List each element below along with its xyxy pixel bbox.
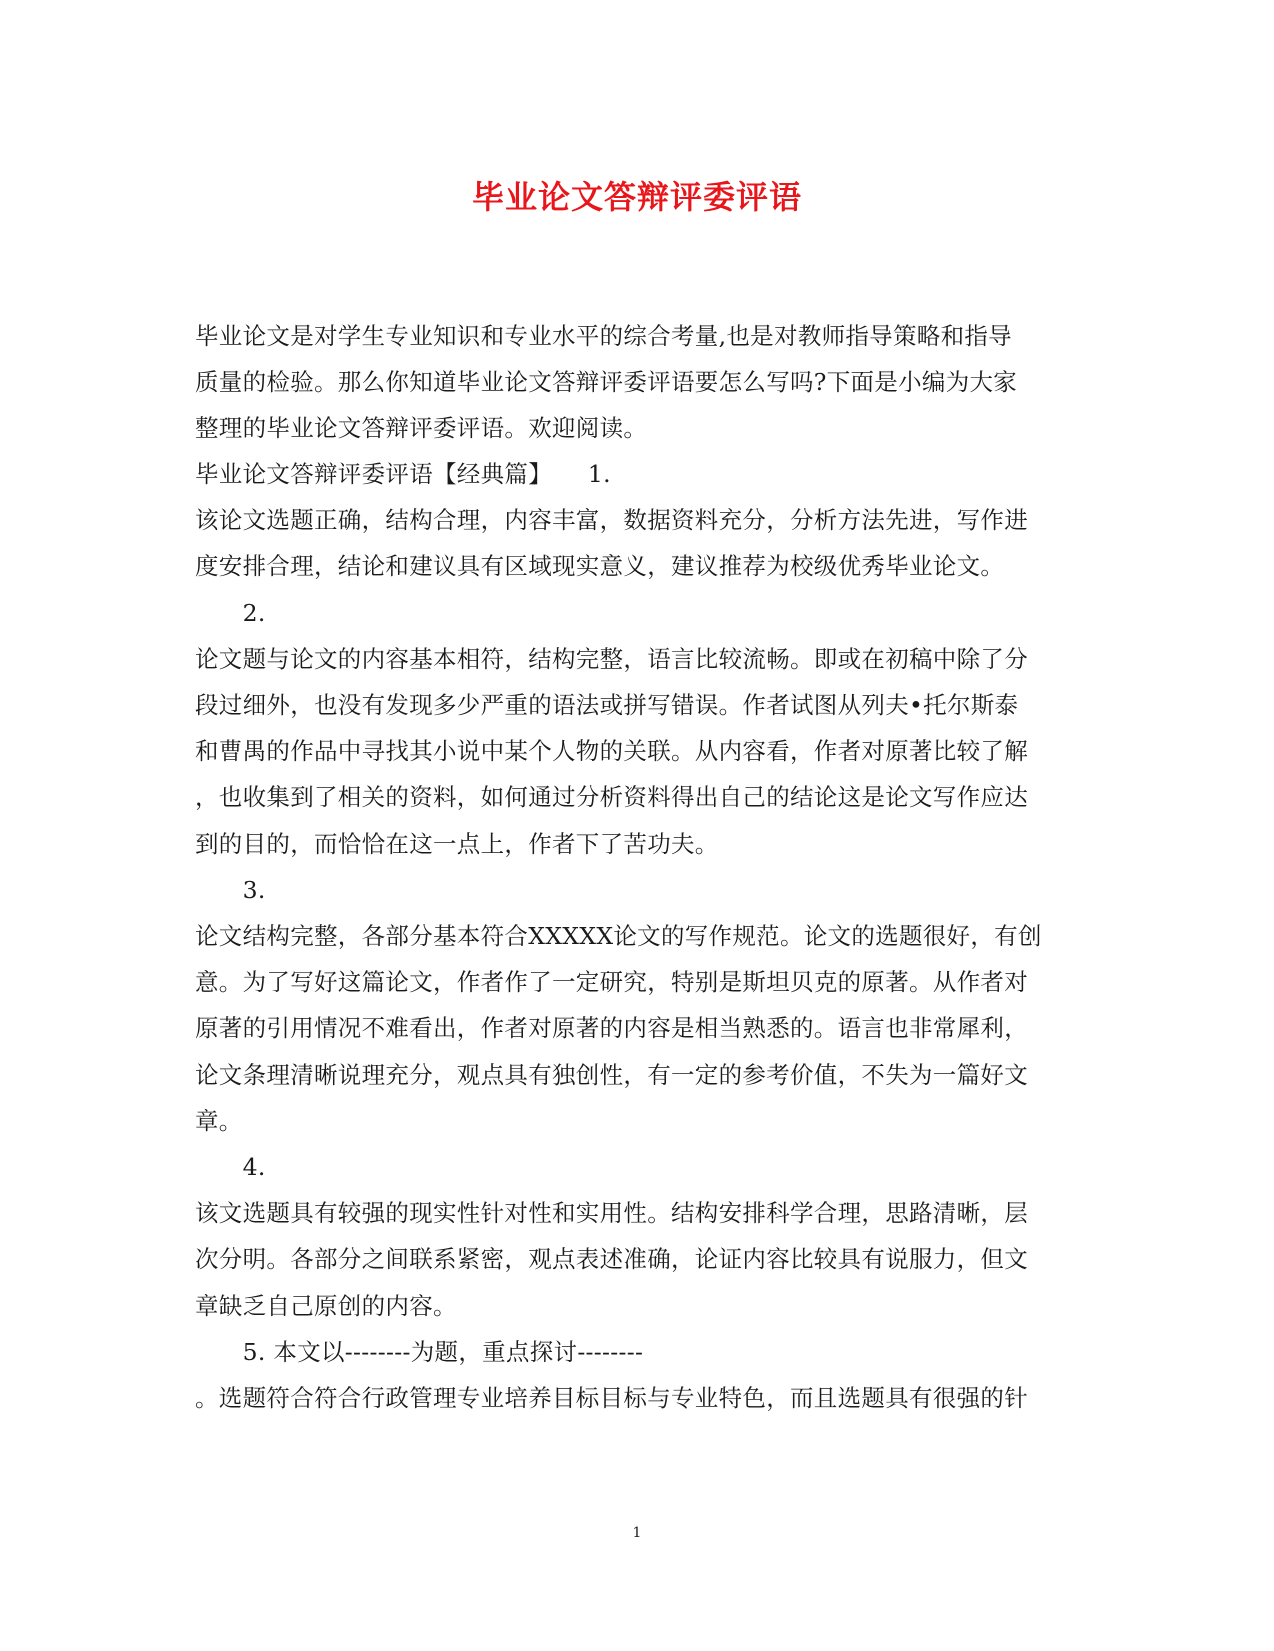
item-number: 4. bbox=[195, 1153, 266, 1181]
item-number: 3. bbox=[195, 876, 266, 904]
body-line: 次分明。各部分之间联系紧密，观点表述准确，论证内容比较具有说服力，但文 bbox=[195, 1245, 1028, 1273]
body-line: 意。为了写好这篇论文，作者作了一定研究，特别是斯坦贝克的原著。从作者对 bbox=[195, 968, 1028, 996]
body-line: 论文题与论文的内容基本相符，结构完整，语言比较流畅。即或在初稿中除了分 bbox=[195, 645, 1028, 673]
item-number: 5. 本文以--------为题，重点探讨-------- bbox=[195, 1338, 644, 1366]
body-line: 。选题符合符合行政管理专业培养目标目标与专业特色，而且选题具有很强的针 bbox=[195, 1384, 1028, 1412]
body-line: 整理的毕业论文答辩评委评语。欢迎阅读。 bbox=[195, 414, 648, 442]
body-line: 章缺乏自己原创的内容。 bbox=[195, 1292, 457, 1320]
body-line: 和曹禺的作品中寻找其小说中某个人物的关联。从内容看，作者对原著比较了解 bbox=[195, 737, 1028, 765]
body-line: 论文结构完整，各部分基本符合XXXXX论文的写作规范。论文的选题很好，有创 bbox=[195, 922, 1042, 950]
body-line: 度安排合理，结论和建议具有区域现实意义，建议推荐为校级优秀毕业论文。 bbox=[195, 552, 1005, 580]
body-line: 毕业论文是对学生专业知识和专业水平的综合考量,也是对教师指导策略和指导 bbox=[195, 322, 1012, 350]
page-number: 1 bbox=[632, 1525, 642, 1541]
item-number: 2. bbox=[195, 599, 266, 627]
body-line: ，也收集到了相关的资料，如何通过分析资料得出自己的结论这是论文写作应达 bbox=[195, 783, 1028, 811]
body-line: 论文条理清晰说理充分，观点具有独创性，有一定的参考价值，不失为一篇好文 bbox=[195, 1061, 1028, 1089]
body-line: 章。 bbox=[195, 1107, 243, 1135]
body-line: 质量的检验。那么你知道毕业论文答辩评委评语要怎么写吗?下面是小编为大家 bbox=[195, 368, 1018, 396]
body-line: 该论文选题正确，结构合理，内容丰富，数据资料充分，分析方法先进，写作进 bbox=[195, 506, 1028, 534]
document-title: 毕业论文答辩评委评语 bbox=[471, 178, 802, 216]
section-heading: 毕业论文答辩评委评语【经典篇】 1. bbox=[195, 460, 611, 488]
body-line: 到的目的，而恰恰在这一点上，作者下了苦功夫。 bbox=[195, 830, 719, 858]
body-line: 段过细外，也没有发现多少严重的语法或拼写错误。作者试图从列夫•托尔斯泰 bbox=[195, 691, 1019, 719]
body-line: 该文选题具有较强的现实性针对性和实用性。结构安排科学合理，思路清晰，层 bbox=[195, 1199, 1028, 1227]
body-line: 原著的引用情况不难看出，作者对原著的内容是相当熟悉的。语言也非常犀利， bbox=[195, 1014, 1028, 1042]
